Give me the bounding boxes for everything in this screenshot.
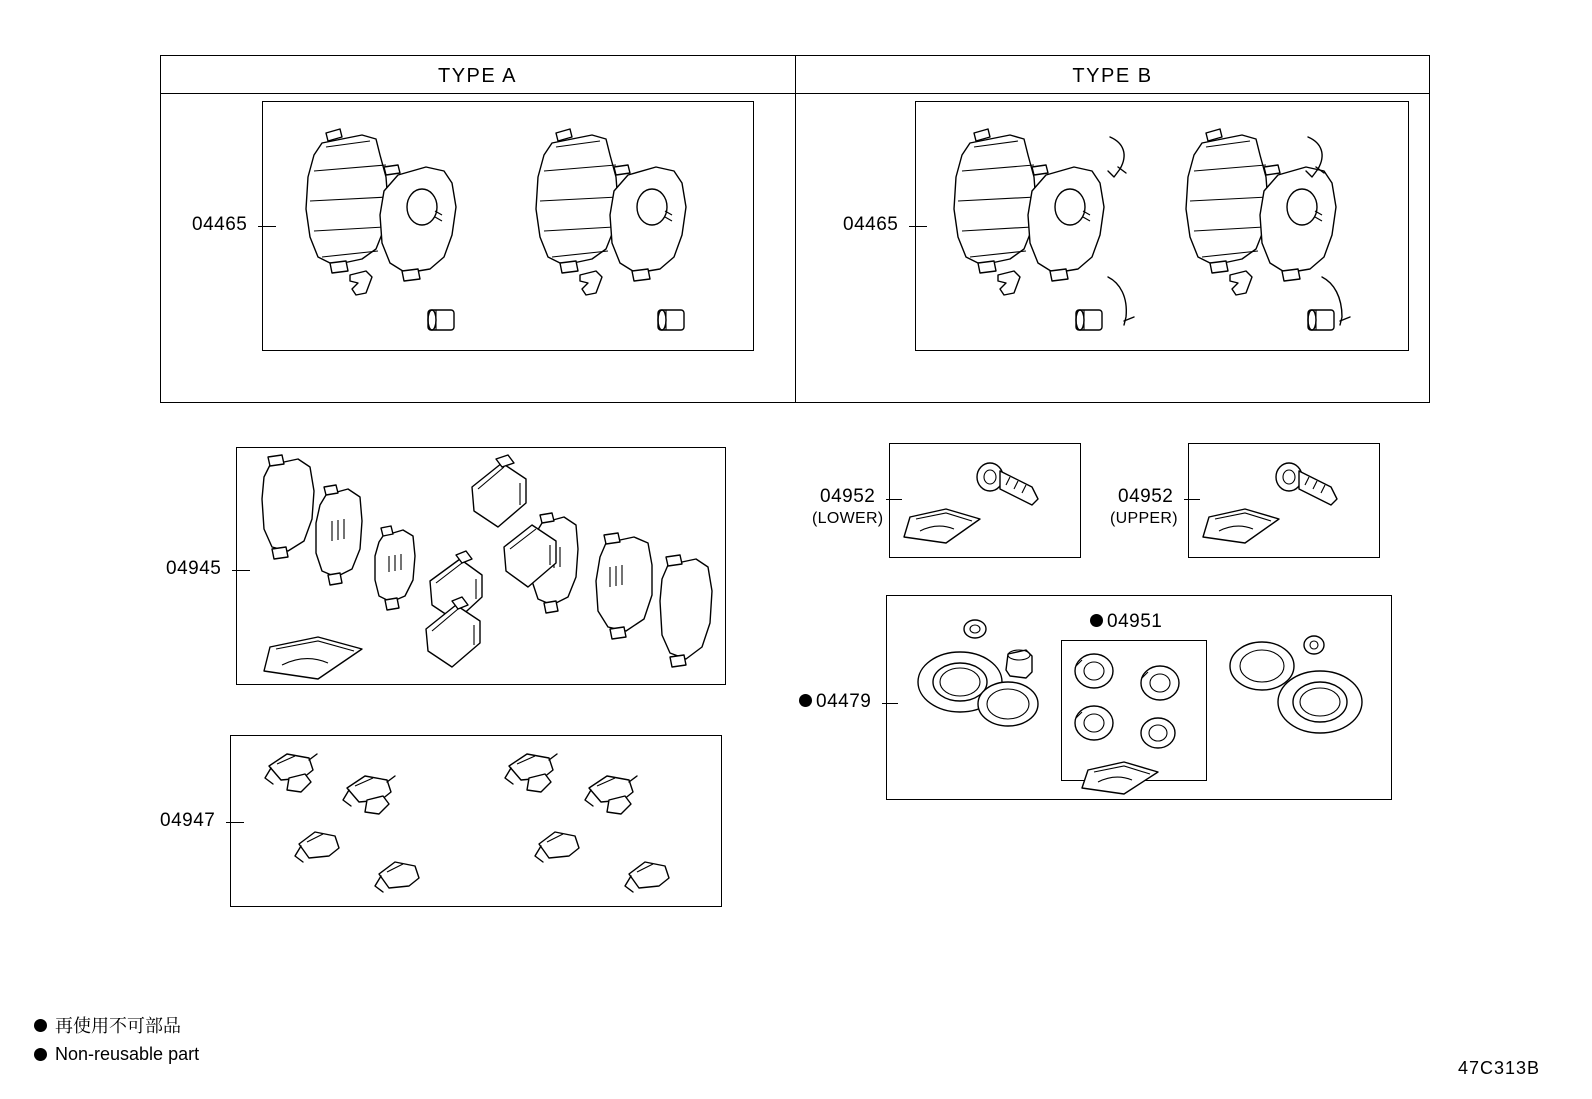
callout-04465-a-label: 04465 — [192, 214, 248, 235]
type-b-header: TYPE B — [1072, 65, 1153, 87]
slide-pin-upper-art — [1203, 463, 1337, 543]
callout-04952-lower-label: 04952 — [820, 486, 876, 507]
callout-04947-label: 04947 — [160, 810, 216, 831]
callout-04952-upper-sub: (UPPER) — [1110, 510, 1178, 527]
slide-pin-lower-art — [904, 463, 1038, 543]
type-b-pad-set-left — [954, 129, 1134, 330]
callout-04945-label: 04945 — [166, 558, 222, 579]
clip-kit-04947-art — [265, 754, 669, 892]
drawing-code: 47C313B — [1458, 1058, 1541, 1078]
callout-04952-lower-sub: (LOWER) — [812, 510, 884, 527]
pad-kit-04945-art — [262, 455, 712, 679]
type-a-pad-set-right — [536, 129, 686, 330]
callout-04952-upper-label: 04952 — [1118, 486, 1174, 507]
seal-kit-04479-art — [918, 620, 1362, 794]
type-a-pad-set-left — [306, 129, 456, 330]
legend-english-text: Non-reusable part — [55, 1044, 200, 1064]
callout-04951-label: 04951 — [1107, 611, 1163, 632]
legend-japanese-text: 再使用不可部品 — [55, 1016, 181, 1036]
type-a-header: TYPE A — [437, 65, 518, 87]
type-b-pad-set-right — [1186, 129, 1350, 330]
callout-04479-label: 04479 — [816, 691, 872, 712]
callout-04465-b-label: 04465 — [843, 214, 899, 235]
